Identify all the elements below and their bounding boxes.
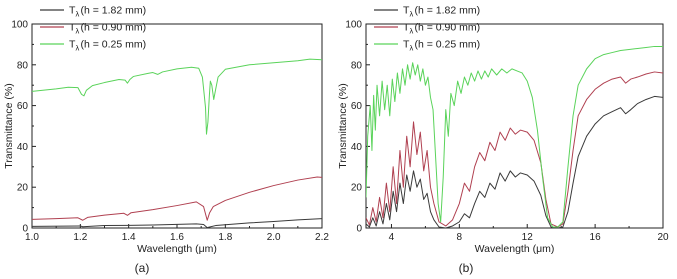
x-tick-label: 1.8 [218, 232, 233, 243]
legend [40, 5, 146, 53]
y-tick-label: 80 [350, 60, 362, 72]
x-tick-label: 16 [589, 232, 601, 243]
y-tick-label: 80 [16, 60, 28, 72]
x-axis-label: Wavelength (μm) [474, 243, 555, 255]
y-tick-label: 20 [350, 182, 362, 194]
panel-a [3, 5, 329, 276]
y-tick-label: 40 [350, 141, 362, 153]
y-tick-label: 0 [22, 223, 28, 235]
legend-label-sub: λ [75, 26, 80, 36]
legend-label-sub: λ [409, 43, 414, 53]
series-line [366, 72, 663, 227]
y-tick-label: 60 [16, 101, 28, 113]
legend [374, 5, 480, 53]
x-tick-label: 1.4 [121, 232, 136, 243]
x-tick-label: 2.0 [266, 232, 281, 243]
panel-caption: (b) [458, 261, 474, 275]
x-tick-label: 1.2 [73, 232, 88, 243]
x-tick-label: 4 [388, 232, 395, 243]
legend-label-sub: λ [409, 26, 414, 36]
y-tick-label: 20 [16, 182, 28, 194]
legend-label-rest: (h = 0.90 mm) [80, 21, 147, 34]
plot-frame [366, 21, 663, 228]
legend-label-rest: (h = 0.25 mm) [80, 38, 147, 51]
series-line [32, 59, 322, 134]
legend-label-t: T [69, 4, 76, 17]
x-tick-label: 1.0 [25, 232, 39, 243]
plot-frame [32, 21, 322, 228]
legend-label-t: T [69, 21, 76, 34]
legend-label-sub: λ [75, 43, 80, 53]
legend-label-rest: (h = 1.82 mm) [414, 4, 481, 17]
legend-label-rest: (h = 0.25 mm) [414, 38, 481, 51]
y-tick-label: 40 [16, 141, 28, 153]
legend-label-sub: λ [75, 9, 80, 19]
legend-label-rest: (h = 1.82 mm) [80, 4, 147, 17]
panel-b [337, 5, 669, 276]
y-tick-label: 100 [345, 19, 362, 31]
panel-caption: (a) [134, 261, 150, 275]
legend-label-t: T [403, 38, 410, 51]
x-tick-label: 8 [456, 232, 463, 243]
y-axis-label: Transmittance (%) [337, 83, 349, 169]
y-axis-label: Transmittance (%) [3, 83, 15, 169]
legend-label-t: T [403, 4, 410, 17]
series-line [32, 177, 322, 220]
y-tick-label: 100 [11, 19, 28, 31]
x-axis-label: Wavelength (μm) [137, 243, 217, 255]
x-tick-label: 1.6 [170, 232, 184, 243]
legend-label-rest: (h = 0.90 mm) [414, 21, 481, 34]
x-tick-label: 2.2 [315, 232, 329, 243]
legend-label-sub: λ [409, 9, 414, 19]
x-tick-label: 12 [521, 232, 533, 243]
y-tick-label: 0 [356, 223, 362, 235]
y-tick-label: 60 [350, 101, 362, 113]
legend-label-t: T [69, 38, 76, 51]
x-tick-label: 20 [657, 232, 669, 243]
legend-label-t: T [403, 21, 410, 34]
